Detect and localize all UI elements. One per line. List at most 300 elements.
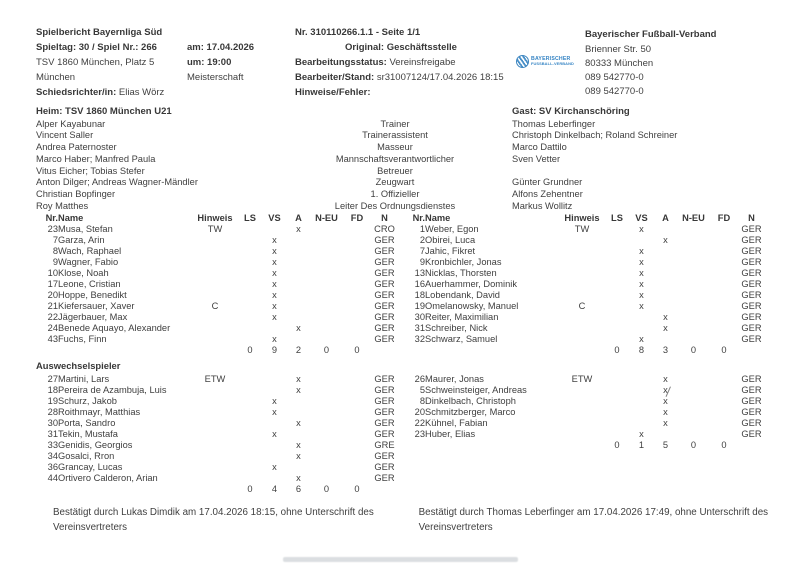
mark-neu <box>677 268 710 279</box>
mark-a <box>654 279 677 290</box>
mark-ls <box>238 312 262 323</box>
player-row <box>36 235 398 246</box>
player-number: 27 <box>47 373 58 384</box>
mark-fd <box>710 257 738 268</box>
mark-neu <box>677 323 710 334</box>
player-name: Wagner, Fabio <box>58 256 119 267</box>
total-neu: 0 <box>690 439 697 450</box>
mark-ls <box>605 279 629 290</box>
player-number: 17 <box>47 278 58 289</box>
player-hinweis <box>559 396 605 407</box>
player-name: Schweinsteiger, Andreas <box>425 384 527 395</box>
official-role-label: Mannschaftsverantwortlicher <box>335 153 455 164</box>
player-name: Schreiber, Nick <box>425 322 488 333</box>
mark-neu <box>310 429 343 440</box>
officials-table <box>36 119 770 213</box>
mark-fd <box>710 312 738 323</box>
player-name: Pereira de Azambuja, Luis <box>58 384 167 395</box>
player-name: Dinkelbach, Christoph <box>425 395 516 406</box>
mark-ls <box>238 323 262 334</box>
editor-label: Bearbeiter/Stand: <box>295 72 375 83</box>
player-row <box>403 257 765 268</box>
player-nationality: GER <box>374 395 395 406</box>
mark-a: x <box>296 450 301 461</box>
home-subs-totals-row <box>36 484 398 495</box>
player-nationality: GER <box>374 300 395 311</box>
mark-a: x <box>296 384 301 395</box>
mark-neu <box>677 418 710 429</box>
mark-neu <box>310 407 343 418</box>
total-fd: 0 <box>354 483 360 494</box>
match-time: um: 19:00 <box>187 57 232 68</box>
col-header-neu: N-EU <box>682 212 705 223</box>
player-name: Jägerbauer, Max <box>58 311 128 322</box>
mark-neu <box>310 418 343 429</box>
player-name: Gosalci, Rron <box>58 450 115 461</box>
guest-official-name: Thomas Leberfinger <box>512 118 596 129</box>
player-name: Garza, Arin <box>58 234 105 245</box>
mark-fd <box>710 385 738 396</box>
player-row <box>403 374 765 385</box>
player-row <box>36 374 398 385</box>
home-official-name: Andrea Paternoster <box>36 142 117 153</box>
total-fd: 0 <box>721 344 727 355</box>
player-name: Benede Aquayo, Alexander <box>58 322 171 333</box>
home-official-name: Anton Dilger; Andreas Wagner-Mändler <box>36 177 198 188</box>
mark-ls <box>238 301 262 312</box>
mark-neu <box>677 312 710 323</box>
player-number: 8 <box>419 395 425 406</box>
report-title: Spielbericht Bayernliga Süd <box>36 27 163 38</box>
mark-ls <box>238 268 262 279</box>
officials-row <box>36 130 770 142</box>
player-name: Schmitzberger, Marco <box>425 406 516 417</box>
bfv-logo <box>516 55 574 68</box>
mark-a <box>287 235 310 246</box>
player-hinweis <box>192 334 238 345</box>
mark-fd <box>710 374 738 385</box>
official-role-label: Betreuer <box>377 165 413 176</box>
mark-ls <box>605 429 629 440</box>
player-nationality: GER <box>374 384 395 395</box>
player-hinweis <box>559 407 605 418</box>
home-official-name: Roy Matthes <box>36 201 89 212</box>
mark-a <box>287 429 310 440</box>
player-name: Roithmayr, Matthias <box>58 406 141 417</box>
home-official-name: Marco Haber; Manfred Paula <box>36 153 156 164</box>
mark-ls <box>238 462 262 473</box>
player-hinweis <box>192 407 238 418</box>
mark-fd <box>710 429 738 440</box>
player-hinweis <box>559 429 605 440</box>
player-row <box>36 279 398 290</box>
player-nationality: GER <box>741 333 762 344</box>
mark-vs <box>262 451 287 462</box>
player-nationality: GER <box>741 322 762 333</box>
mark-ls <box>605 257 629 268</box>
mark-ls <box>238 473 262 484</box>
player-row <box>36 268 398 279</box>
city-line: München <box>36 72 76 83</box>
player-row <box>36 334 398 345</box>
player-row <box>36 257 398 268</box>
scan-artifact <box>283 557 518 562</box>
player-number: 22 <box>414 417 425 428</box>
player-name: Schwarz, Samuel <box>425 333 498 344</box>
player-name: Porta, Sandro <box>58 417 116 428</box>
player-row <box>36 385 398 396</box>
player-row <box>403 268 765 279</box>
player-nationality: GER <box>741 223 762 234</box>
mark-a <box>287 268 310 279</box>
total-vs: 1 <box>638 439 645 450</box>
player-number: 26 <box>414 373 425 384</box>
roster-header-row <box>36 213 398 224</box>
total-neu: 0 <box>323 483 330 494</box>
player-hinweis <box>559 385 605 396</box>
team-titles-row <box>36 106 770 119</box>
mark-vs: x <box>272 289 277 300</box>
player-row <box>403 407 765 418</box>
mark-ls <box>238 407 262 418</box>
original-recipient: Original: Geschäftsstelle <box>345 42 457 53</box>
mark-neu <box>310 334 343 345</box>
mark-fd <box>343 334 371 345</box>
mark-vs: x <box>639 300 644 311</box>
guest-official-name: Marco Dattilo <box>512 142 567 153</box>
player-row <box>36 407 398 418</box>
mark-a: x <box>296 223 301 234</box>
mark-neu <box>310 268 343 279</box>
confirmation-section <box>36 505 770 536</box>
player-nationality: GER <box>741 300 762 311</box>
mark-fd <box>343 301 371 312</box>
col-header-neu: N-EU <box>315 212 338 223</box>
mark-a <box>654 224 677 235</box>
player-number: 31 <box>414 322 425 333</box>
player-nationality: GER <box>374 267 395 278</box>
mark-a <box>287 301 310 312</box>
mark-fd <box>343 290 371 301</box>
mark-neu <box>310 279 343 290</box>
mark-vs: x <box>639 223 644 234</box>
player-nationality: GER <box>374 450 395 461</box>
mark-vs: x <box>272 278 277 289</box>
match-date: am: 17.04.2026 <box>187 42 255 53</box>
player-hinweis <box>559 290 605 301</box>
mark-vs <box>629 418 654 429</box>
mark-vs: x <box>272 267 277 278</box>
competition-type: Meisterschaft <box>187 72 244 83</box>
player-nationality: GER <box>374 322 395 333</box>
player-hinweis <box>192 257 238 268</box>
mark-fd <box>710 246 738 257</box>
player-number: 30 <box>47 417 58 428</box>
player-name: Omelanowsky, Manuel <box>425 300 519 311</box>
mark-fd <box>343 246 371 257</box>
mark-a <box>287 462 310 473</box>
player-nationality: GER <box>741 417 762 428</box>
guest-roster <box>403 213 769 495</box>
mark-vs <box>262 374 287 385</box>
association-street: Brienner Str. 50 <box>585 44 652 55</box>
officials-row <box>36 189 770 201</box>
player-hinweis <box>192 312 238 323</box>
player-row <box>403 224 765 235</box>
mark-fd <box>343 323 371 334</box>
mark-fd <box>343 440 371 451</box>
mark-neu <box>677 396 710 407</box>
player-name: Schurz, Jakob <box>58 395 117 406</box>
player-row <box>36 246 398 257</box>
processing-status-value: Vereinsfreigabe <box>389 57 456 68</box>
mark-fd <box>343 462 371 473</box>
mark-ls <box>238 290 262 301</box>
player-name: Grancay, Lucas <box>58 461 123 472</box>
mark-a: x <box>663 384 668 395</box>
player-number: 7 <box>52 234 58 245</box>
player-number: 28 <box>47 406 58 417</box>
guest-official-name: Christoph Dinkelbach; Roland Schreiner <box>512 130 678 141</box>
player-name: Genidis, Georgios <box>58 439 133 450</box>
mark-neu <box>310 396 343 407</box>
player-hinweis <box>192 290 238 301</box>
mark-vs: x <box>272 333 277 344</box>
mark-a: x <box>663 373 668 384</box>
mark-fd <box>343 224 371 235</box>
guest-official-name: Markus Wollitz <box>512 201 573 212</box>
mark-vs: x <box>272 461 277 472</box>
mark-ls <box>605 312 629 323</box>
player-number: 30 <box>414 311 425 322</box>
mark-a <box>654 268 677 279</box>
mark-fd <box>710 418 738 429</box>
player-number: 33 <box>47 439 58 450</box>
player-name: Tekin, Mustafa <box>58 428 118 439</box>
player-nationality: GER <box>741 428 762 439</box>
mark-vs <box>629 312 654 323</box>
referee-line <box>36 87 164 98</box>
guest-confirmation-text: Bestätigt durch Thomas Leberfinger am 17.04.2026 17:49, ohne Unterschrift des Vereinsvertreters <box>418 506 769 534</box>
mark-vs: x <box>272 245 277 256</box>
mark-a: x <box>663 234 668 245</box>
player-row <box>403 385 765 396</box>
officials-row <box>36 201 770 213</box>
player-row <box>36 290 398 301</box>
player-hinweis <box>192 279 238 290</box>
player-nationality: GER <box>741 267 762 278</box>
player-nationality: GER <box>374 289 395 300</box>
mark-fd <box>710 396 738 407</box>
mark-neu <box>677 224 710 235</box>
mark-a <box>654 429 677 440</box>
mark-neu <box>677 290 710 301</box>
total-a: 5 <box>662 439 669 450</box>
mark-a: x <box>663 311 668 322</box>
mark-ls <box>238 396 262 407</box>
mark-a: x <box>663 322 668 333</box>
player-name: Weber, Egon <box>425 223 479 234</box>
player-nationality: GER <box>374 406 395 417</box>
player-number: 20 <box>47 289 58 300</box>
mark-fd <box>343 257 371 268</box>
mark-a <box>287 279 310 290</box>
mark-fd <box>343 268 371 279</box>
total-vs: 4 <box>271 483 278 494</box>
player-number: 19 <box>47 395 58 406</box>
mark-a: x <box>296 322 301 333</box>
player-row <box>36 462 398 473</box>
col-header-fd: FD <box>717 212 731 223</box>
mark-a: x <box>296 417 301 428</box>
mark-neu <box>677 407 710 418</box>
association-city: 80333 München <box>585 58 654 69</box>
player-row <box>403 312 765 323</box>
mark-fd <box>710 323 738 334</box>
player-name: Klose, Noah <box>58 267 109 278</box>
player-row <box>36 429 398 440</box>
player-name: Ortivero Calderon, Arian <box>58 472 158 483</box>
mark-neu <box>677 279 710 290</box>
officials-row <box>36 166 770 178</box>
player-nationality: GER <box>741 278 762 289</box>
player-hinweis <box>559 246 605 257</box>
mark-ls <box>605 334 629 345</box>
mark-vs <box>629 235 654 246</box>
substitutes-title: Auswechselspieler <box>36 359 121 371</box>
mark-fd <box>710 334 738 345</box>
player-hinweis <box>192 462 238 473</box>
player-nationality: GER <box>374 278 395 289</box>
hints-label: Hinweise/Fehler: <box>295 87 371 98</box>
player-nationality: GER <box>374 311 395 322</box>
player-row <box>403 429 765 440</box>
player-name: Obirei, Luca <box>425 234 476 245</box>
player-number: 44 <box>47 472 58 483</box>
player-number: 22 <box>47 311 58 322</box>
player-name: Auerhammer, Dominik <box>425 278 517 289</box>
player-nationality: GER <box>374 234 395 245</box>
player-hinweis <box>559 312 605 323</box>
bfv-logo-text: BAYERISCHER FUSSBALL-VERBAND <box>531 56 574 67</box>
matchday-line: Spieltag: 30 / Spiel Nr.: 266 <box>36 42 157 53</box>
player-hinweis <box>192 440 238 451</box>
mark-ls <box>238 418 262 429</box>
player-name: Wach, Raphael <box>58 245 122 256</box>
player-nationality: GER <box>374 461 395 472</box>
total-ls: 0 <box>247 344 253 355</box>
editor-value: sr31007124/17.04.2026 18:15 <box>376 72 504 83</box>
mark-fd <box>343 385 371 396</box>
player-name: Kühnel, Fabian <box>425 417 488 428</box>
player-hinweis <box>192 451 238 462</box>
mark-neu <box>310 257 343 268</box>
report-header <box>36 27 770 102</box>
total-ls: 0 <box>614 344 620 355</box>
mark-vs <box>629 385 654 396</box>
mark-ls <box>605 385 629 396</box>
mark-vs <box>629 374 654 385</box>
player-number: 20 <box>414 406 425 417</box>
player-hinweis: ETW <box>571 373 593 384</box>
player-hinweis <box>192 235 238 246</box>
mark-a: x <box>296 439 301 450</box>
mark-ls <box>605 301 629 312</box>
col-header-ls: LS <box>611 212 623 223</box>
mark-neu <box>310 462 343 473</box>
player-nationality: GER <box>741 289 762 300</box>
mark-a <box>287 246 310 257</box>
guest-official-name: Alfons Zehentner <box>512 189 583 200</box>
total-fd: 0 <box>721 439 727 450</box>
player-number: 19 <box>414 300 425 311</box>
processing-status-line <box>295 57 456 68</box>
total-vs: 8 <box>638 344 645 355</box>
player-nationality: GER <box>374 428 395 439</box>
col-header-name: Name <box>425 212 451 223</box>
player-row <box>36 418 398 429</box>
player-name: Kiefersauer, Xaver <box>58 300 135 311</box>
mark-neu <box>310 246 343 257</box>
mark-fd <box>343 407 371 418</box>
home-official-name: Christian Bopfinger <box>36 189 116 200</box>
guest-substitutes-table <box>403 374 765 451</box>
mark-neu <box>310 224 343 235</box>
col-header-fd: FD <box>350 212 364 223</box>
guest-team-title: Gast: SV Kirchanschöring <box>512 106 630 117</box>
col-header-a: A <box>662 212 669 223</box>
player-hinweis <box>192 268 238 279</box>
mark-ls <box>238 374 262 385</box>
mark-ls <box>238 429 262 440</box>
mark-ls <box>605 418 629 429</box>
mark-vs <box>262 418 287 429</box>
player-hinweis <box>559 334 605 345</box>
player-number: 9 <box>419 256 425 267</box>
player-row <box>36 301 398 312</box>
player-hinweis <box>559 418 605 429</box>
mark-vs <box>629 323 654 334</box>
player-row <box>403 290 765 301</box>
player-row <box>403 396 765 407</box>
player-nationality: GER <box>374 245 395 256</box>
guest-starters-table <box>403 213 765 356</box>
mark-fd <box>343 418 371 429</box>
mark-a <box>287 334 310 345</box>
mark-fd <box>343 235 371 246</box>
player-row <box>36 451 398 462</box>
mark-vs: x <box>639 428 644 439</box>
mark-fd <box>710 279 738 290</box>
player-nationality: GER <box>374 472 395 483</box>
mark-ls <box>605 407 629 418</box>
player-hinweis <box>192 429 238 440</box>
player-nationality: GRE <box>374 439 395 450</box>
player-number: 2 <box>419 234 425 245</box>
home-official-name: Vitus Eicher; Tobias Stefer <box>36 165 145 176</box>
player-row <box>36 224 398 235</box>
mark-vs <box>262 224 287 235</box>
player-nationality: GER <box>741 311 762 322</box>
col-header-ls: LS <box>244 212 256 223</box>
player-hinweis <box>559 268 605 279</box>
mark-fd <box>343 374 371 385</box>
player-name: Reiter, Maximilian <box>425 311 499 322</box>
player-nationality: GER <box>374 417 395 428</box>
player-number: 9 <box>52 256 58 267</box>
mark-neu <box>310 290 343 301</box>
player-nationality: CRO <box>374 223 395 234</box>
